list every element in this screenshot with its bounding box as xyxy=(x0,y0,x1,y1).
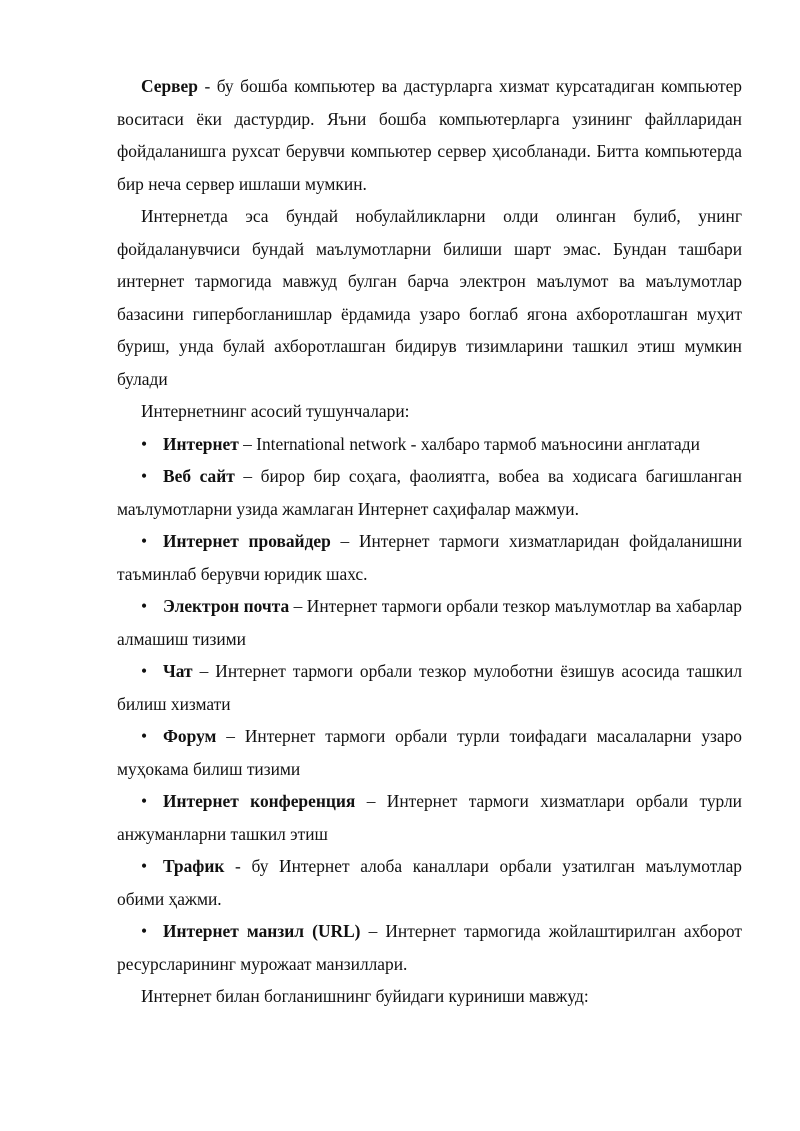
bullet-icon: • xyxy=(141,856,148,876)
bullet-item-internet xyxy=(117,428,742,461)
bullet-text: – Интернет тармоги хизматлари орбали турли анжуманларни ташкил этиш xyxy=(117,791,742,844)
bullet-icon: • xyxy=(141,466,148,486)
term-server: Сервер xyxy=(141,76,198,96)
bullet-text: – Интернет тармоги орбали тезкор мулоботни ёзишув асосида ташкил билиш хизмати xyxy=(117,661,742,714)
bullet-term: Интернет xyxy=(163,433,239,454)
bullet-text: – Интернет тармоги хизматларидан фойдаланишни таъминлаб берувчи юридик шахс. xyxy=(117,531,742,584)
document-page xyxy=(117,70,742,1013)
bullet-item-email xyxy=(117,590,742,655)
bullet-icon: • xyxy=(141,596,148,616)
paragraph-text: - бу бошба компьютер ва дастурларга хизмат курсатадиган компьютер воситаси ёки дастурдир. Яъни бошба компьютерларга узининг файлларидан фойдаланишга рухсат берувчи компьютер сервер ҳисобланади. Битта компьютерда бир неча сервер ишлаши мумкин. xyxy=(117,76,742,194)
bullet-text: – Интернет тармоги орбали турли тоифадаги масалаларни узаро муҳокама билиш тизими xyxy=(117,726,742,779)
paragraph-internet-description xyxy=(117,200,742,395)
bullet-text: – International network - халбаро тармоб маъносини англатади xyxy=(238,433,700,454)
bullet-icon: • xyxy=(141,791,148,811)
bullet-item-website xyxy=(117,460,742,525)
bullet-term: Интернет конференция xyxy=(163,791,356,811)
paragraph-closing xyxy=(117,980,742,1013)
bullet-icon: • xyxy=(141,531,148,551)
bullet-icon: • xyxy=(141,661,148,681)
bullet-text: - бу Интернет алоба каналлари орбали узатилган маълумотлар обими ҳажми. xyxy=(117,856,742,909)
bullet-term: Интернет манзил (URL) xyxy=(163,921,361,941)
bullet-term: Трафик xyxy=(163,856,225,876)
bullet-text: – бирор бир соҳага, фаолиятга, вобеа ва ходисага багишланган маълумотларни узида жамлаган Интернет саҳифалар мажмуи. xyxy=(117,466,742,519)
bullet-item-forum xyxy=(117,720,742,785)
bullet-icon: • xyxy=(141,433,148,454)
bullet-text: – Интернет тармоги орбали тезкор маълумотлар ва хабарлар алмашиш тизими xyxy=(117,596,742,649)
bullet-term: Электрон почта xyxy=(163,596,290,616)
bullet-term: Чат xyxy=(163,661,193,681)
paragraph-text: Интернет билан богланишнинг буйидаги куриниши мавжуд: xyxy=(141,986,589,1006)
bullet-term: Форум xyxy=(163,726,217,746)
paragraph-server-definition xyxy=(117,70,742,200)
paragraph-concepts-heading xyxy=(117,395,742,428)
bullet-item-traffic xyxy=(117,850,742,915)
bullet-term: Интернет провайдер xyxy=(163,531,331,551)
bullet-term: Веб сайт xyxy=(163,466,235,486)
bullet-item-conference xyxy=(117,785,742,850)
bullet-item-chat xyxy=(117,655,742,720)
paragraph-text: Интернетнинг асосий тушунчалари: xyxy=(141,401,410,421)
paragraph-text: Интернетда эса бундай нобулайликларни олди олинган булиб, унинг фойдаланувчиси бундай маълумотларни билиши шарт эмас. Бундан ташбари интернет тармогида мавжуд булган барча электрон маълумот ва маълумотлар базасини гипербогланишлар ёрдамида узаро боглаб ягона ахборотлашган муҳит буриш, унда булай ахборотлашган бидирув тизимларини ташкил этиш мумкин булади xyxy=(117,206,742,389)
bullet-icon: • xyxy=(141,726,148,746)
bullet-text: – Интернет тармогида жойлаштирилган ахборот ресурсларининг мурожаат манзиллари. xyxy=(117,921,742,974)
bullet-item-provider xyxy=(117,525,742,590)
bullet-icon: • xyxy=(141,921,148,941)
bullet-item-url xyxy=(117,915,742,980)
